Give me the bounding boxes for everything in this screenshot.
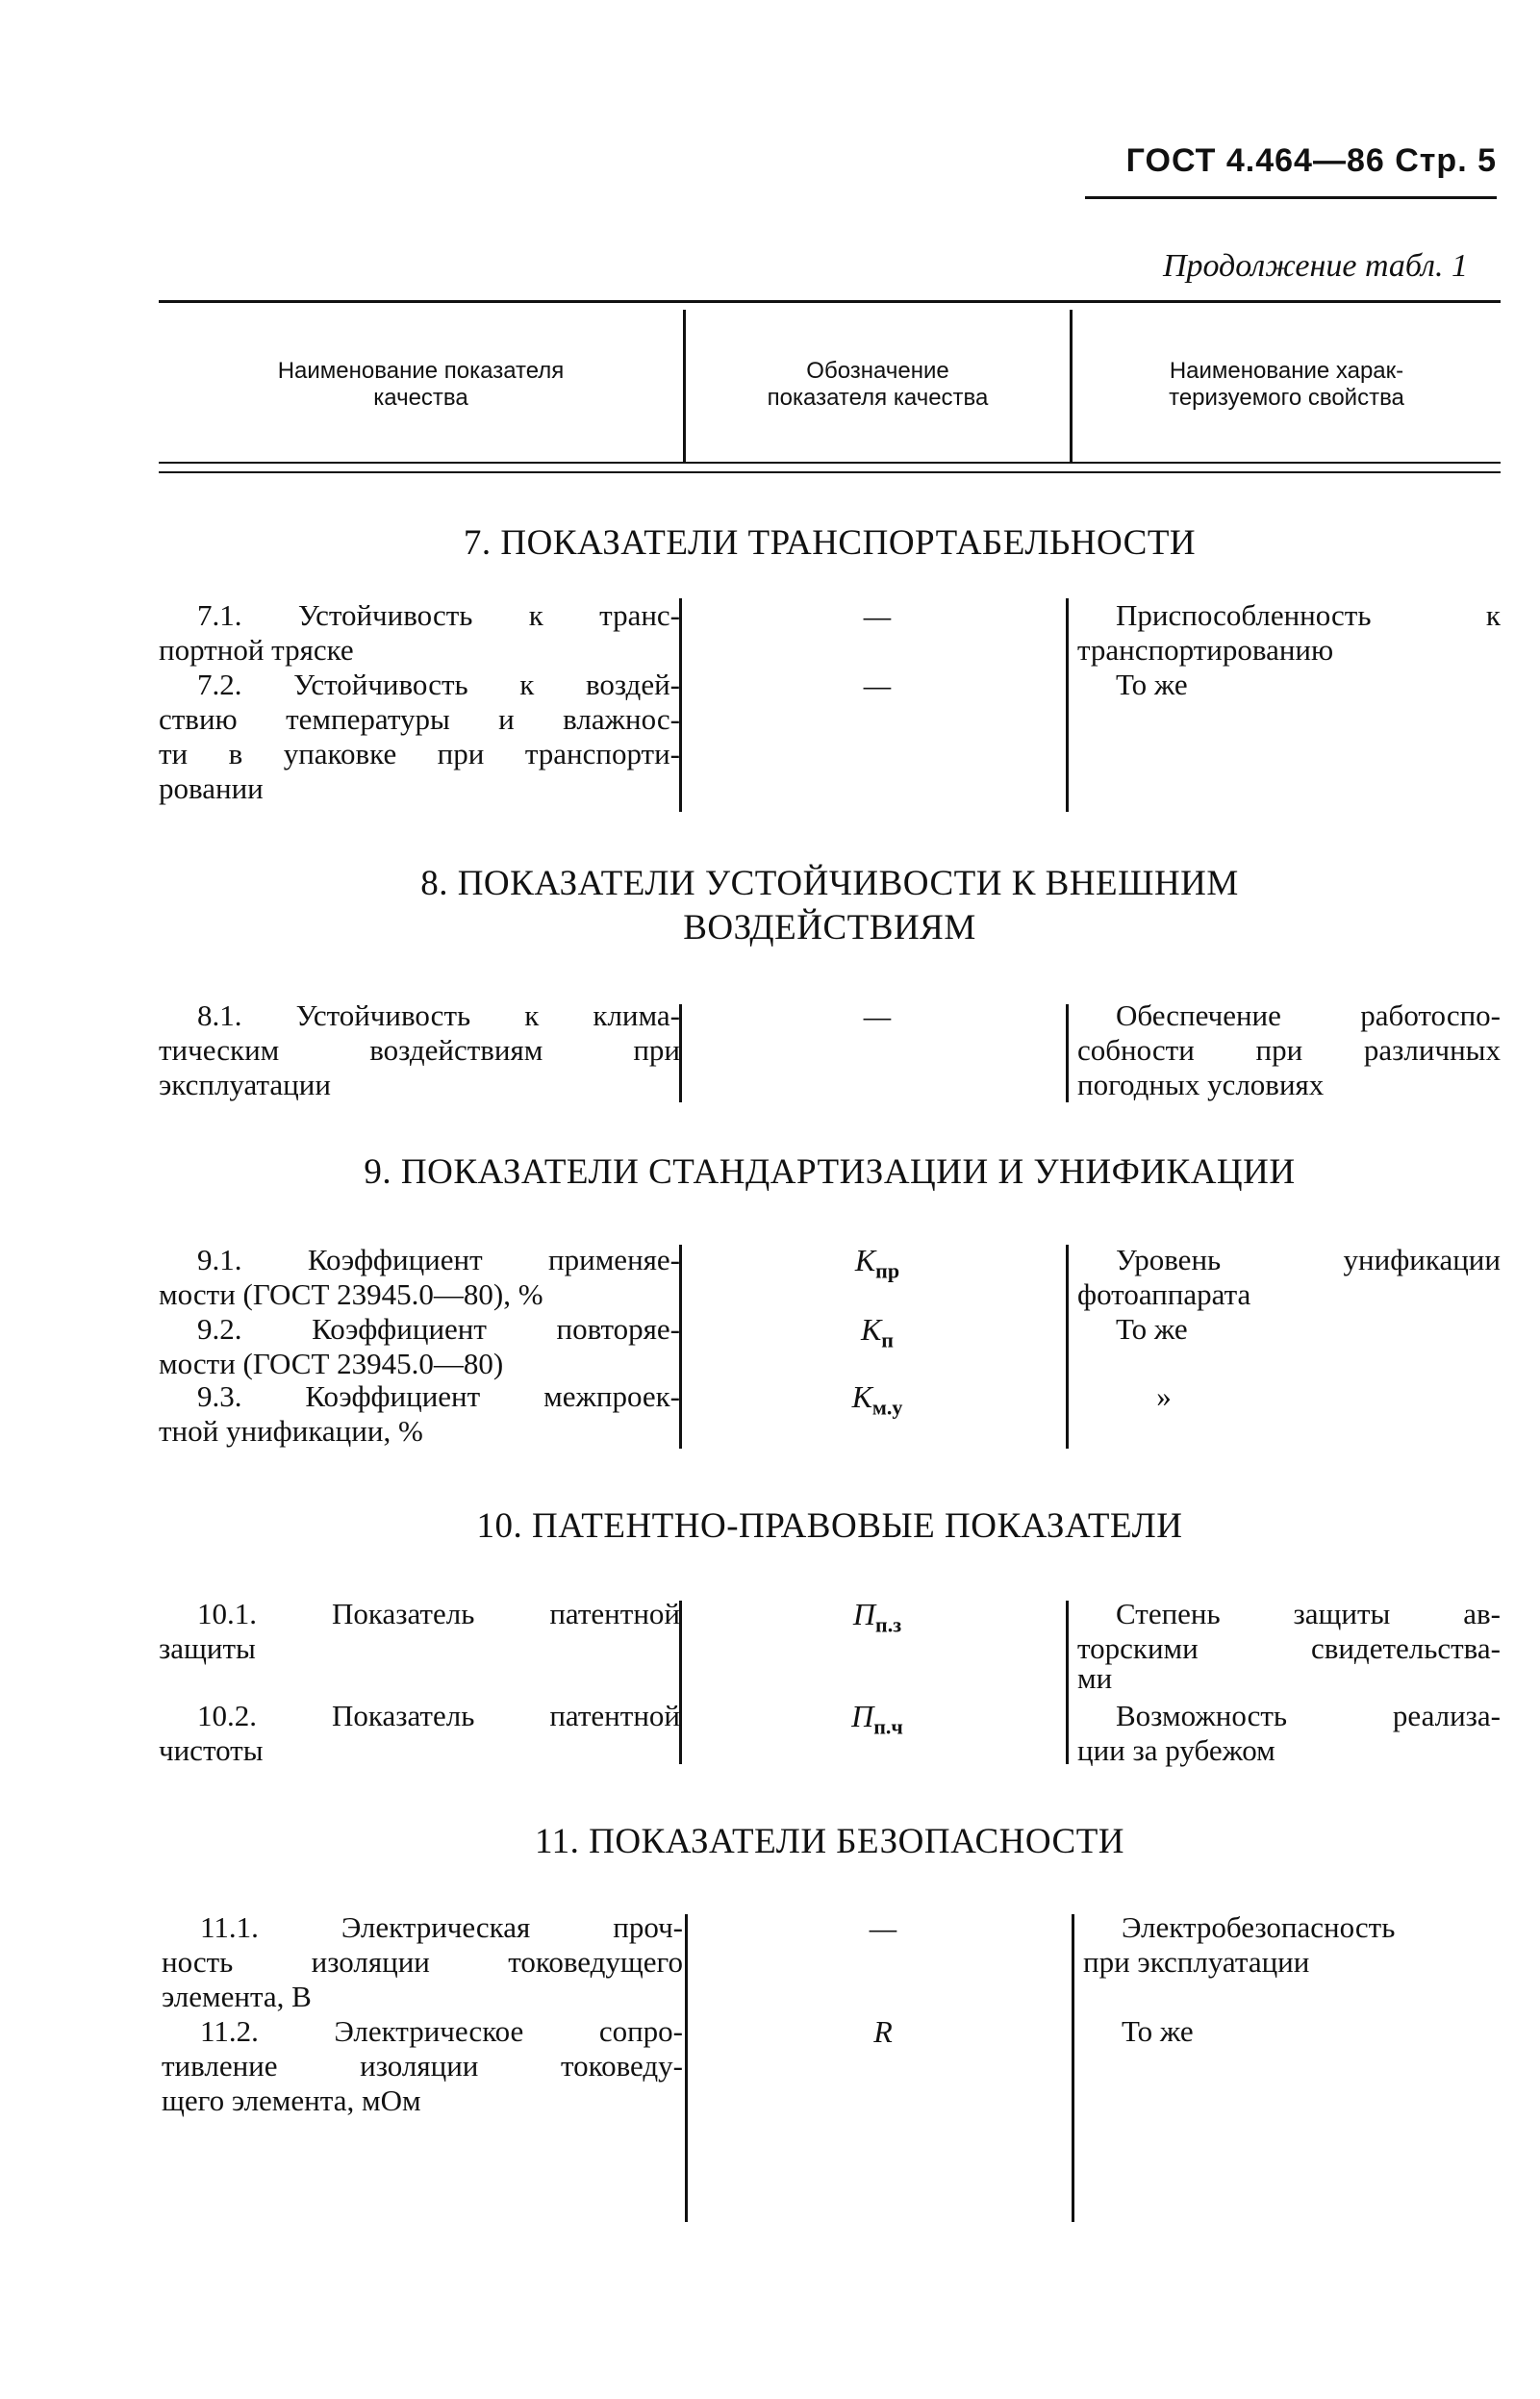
property-name: » [1156,1379,1172,1413]
indicator-name: 11.2. Электрическое сопро- тивление изоляции токоведу- щего элемента, мОм [162,2014,683,2117]
property-name: Степень защиты ав- торскими свидетельства- ми [1077,1597,1501,1695]
section-title: 10. ПАТЕНТНО-ПРАВОВЫЕ ПОКАЗАТЕЛИ [476,1506,1183,1546]
property-name: Обеспечение работоспо- собности при различных погодных условиях [1077,998,1501,1101]
table-header-rule-1 [159,462,1501,464]
property-name: Уровень унификации фотоаппарата [1077,1243,1501,1311]
indicator-symbol: $К_п$ [861,1312,894,1352]
indicator-symbol: $П_{п.ч}$ [851,1699,903,1739]
property-name: То же [1116,668,1188,701]
indicator-name: 7.2. Устойчивость к воздей- ствию температуры и влажнос- ти в упаковке при транспорти- ровании [159,668,680,805]
indicator-name: 9.3. Коэффициент межпроек- тной унификации, % [159,1379,680,1448]
indicator-symbol: — [863,598,892,633]
indicator-symbol: $П_{п.з}$ [852,1597,902,1637]
indicator-symbol: $К_{м.у}$ [851,1379,903,1420]
indicator-name: 10.1. Показатель патентной защиты [159,1597,680,1665]
column-header-symbol: Обозначение показателя качества [767,358,989,411]
section-title: 11. ПОКАЗАТЕЛИ БЕЗОПАСНОСТИ [534,1822,1125,1861]
property-name: Возможность реализа- ции за рубежом [1077,1699,1501,1767]
table-top-rule [159,300,1501,303]
indicator-name: 10.2. Показатель патентной чистоты [159,1699,680,1767]
column-header-property: Наименование харак- теризуемого свойства [1169,358,1404,411]
indicator-name: 7.1. Устойчивость к транс- портной тряске [159,598,680,667]
section-title: 8. ПОКАЗАТЕЛИ УСТОЙЧИВОСТИ К ВНЕШНИМ ВОЗДЕЙСТВИЯМ [420,864,1239,947]
indicator-name: 9.1. Коэффициент применяе- мости (ГОСТ 23945.0—80), % [159,1243,680,1311]
property-name: То же [1122,2014,1194,2048]
indicator-symbol: — [869,1910,897,1945]
section-title: 9. ПОКАЗАТЕЛИ СТАНДАРТИЗАЦИИ И УНИФИКАЦИИ [364,1152,1296,1192]
column-header-indicator-name: Наименование показателя качества [277,358,565,411]
property-name: Приспособленность к транспортированию [1077,598,1501,667]
section-title: 7. ПОКАЗАТЕЛИ ТРАНСПОРТАБЕЛЬНОСТИ [463,523,1197,563]
indicator-symbol: — [863,998,892,1033]
indicator-name: 8.1. Устойчивость к клима- тическим воздействиям при эксплуатации [159,998,680,1101]
property-name: То же [1116,1312,1188,1346]
indicator-symbol: — [863,668,892,702]
standard-header: ГОСТ 4.464—86 Стр. 5 [1125,142,1497,179]
indicator-symbol: $К_{пр}$ [854,1243,900,1283]
table-continuation-label: Продолжение табл. 1 [1162,248,1468,284]
indicator-name: 11.1. Электрическая проч- ность изоляции токоведущего элемента, В [162,1910,683,2013]
header-rule [1085,196,1497,199]
table-header-rule-2 [159,471,1501,473]
column-divider [1072,1914,1074,2222]
indicator-symbol: R [873,2014,893,2049]
property-name: Электробезопасность при эксплуатации [1083,1910,1396,1979]
indicator-name: 9.2. Коэффициент повторяе- мости (ГОСТ 23945.0—80) [159,1312,680,1380]
column-divider [685,1914,688,2222]
